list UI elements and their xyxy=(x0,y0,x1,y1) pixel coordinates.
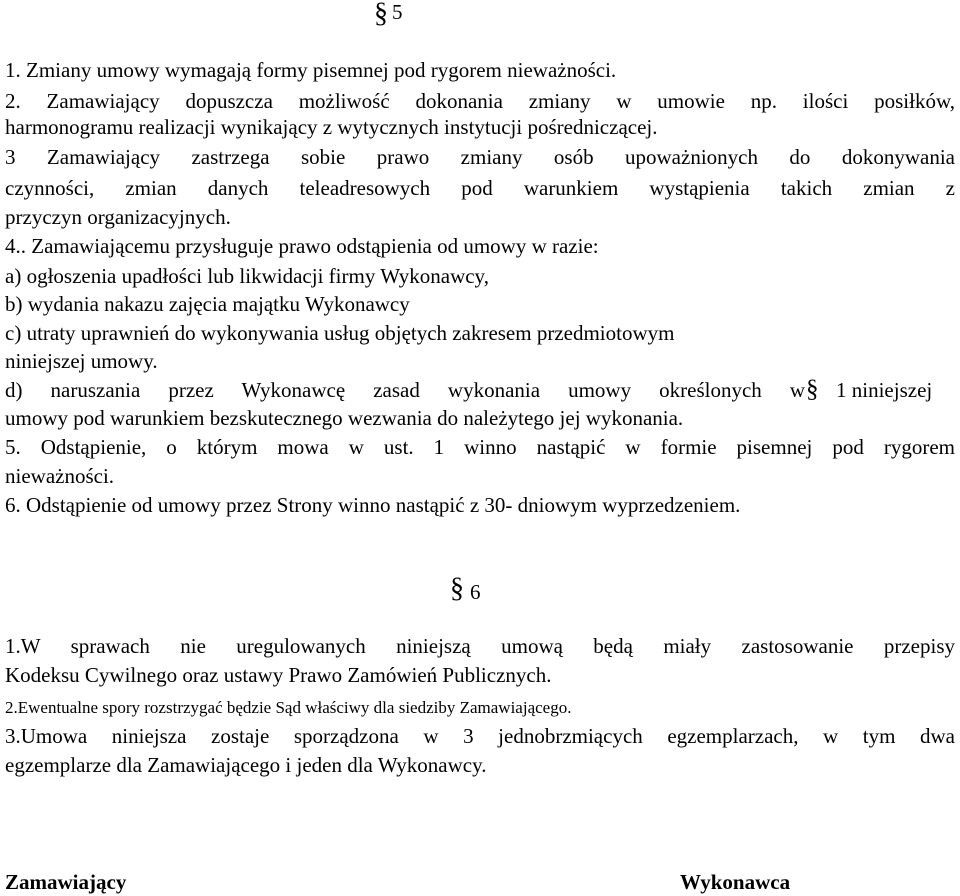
paragraph-line: 3 Zamawiający zastrzega sobie prawo zmiany osób upoważnionych do dokonywania xyxy=(5,145,955,169)
paragraph-line: niniejszej umowy. xyxy=(5,349,158,373)
paragraph-line: a) ogłoszenia upadłości lub likwidacji firmy Wykonawcy, xyxy=(5,264,489,288)
paragraph-line: 6. Odstąpienie od umowy przez Strony winno nastąpić z 30- dniowym wyprzedzeniem. xyxy=(5,493,741,517)
section-sign: § xyxy=(806,376,819,403)
section-sign: § xyxy=(450,573,464,604)
paragraph-line: d) naruszania przez Wykonawcę zasad wykonania umowy określonych w xyxy=(5,378,805,402)
paragraph-line: 2.Ewentualne spory rozstrzygać będzie Sąd właściwy dla siedziby Zamawiającego. xyxy=(5,698,572,717)
section-sign: § xyxy=(374,0,388,29)
section-number: 6 xyxy=(470,580,481,604)
paragraph-line: 1.W sprawach nie uregulowanych niniejszą umową będą miały zastosowanie przepisy xyxy=(5,634,955,658)
paragraph-line: 5. Odstąpienie, o którym mowa w ust. 1 winno nastąpić w formie pisemnej pod rygorem xyxy=(5,435,955,459)
paragraph-line: c) utraty uprawnień do wykonywania usług objętych zakresem przedmiotowym xyxy=(5,321,675,345)
paragraph-line: 3.Umowa niniejsza zostaje sporządzona w 3 jednobrzmiących egzemplarzach, w tym dwa xyxy=(5,724,955,748)
paragraph-line: harmonogramu realizacji wynikający z wytycznych instytucji pośredniczącej. xyxy=(5,115,658,139)
paragraph-line: 4.. Zamawiającemu przysługuje prawo odstąpienia od umowy w razie: xyxy=(5,234,599,258)
paragraph-line: b) wydania nakazu zajęcia majątku Wykonawcy xyxy=(5,292,410,316)
paragraph-line: Kodeksu Cywilnego oraz ustawy Prawo Zamówień Publicznych. xyxy=(5,663,552,687)
section-number: 5 xyxy=(392,0,403,24)
signature-label-contractor: Wykonawca xyxy=(680,870,791,894)
paragraph-line: egzemplarze dla Zamawiającego i jeden dla Wykonawcy. xyxy=(5,753,487,777)
paragraph-line: przyczyn organizacyjnych. xyxy=(5,205,231,229)
paragraph-line: 1 niniejszej xyxy=(836,378,933,402)
paragraph-line: 2. Zamawiający dopuszcza możliwość dokonania zmiany w umowie np. ilości posiłków, xyxy=(5,89,955,113)
paragraph-line: 1. Zmiany umowy wymagają formy pisemnej pod rygorem nieważności. xyxy=(5,58,617,82)
paragraph-line: czynności, zmian danych teleadresowych pod warunkiem wystąpienia takich zmian z xyxy=(5,176,955,200)
paragraph-line: nieważności. xyxy=(5,464,115,488)
paragraph-line: umowy pod warunkiem bezskutecznego wezwania do należytego jej wykonania. xyxy=(5,406,684,430)
signature-label-ordering-party: Zamawiający xyxy=(5,870,127,894)
